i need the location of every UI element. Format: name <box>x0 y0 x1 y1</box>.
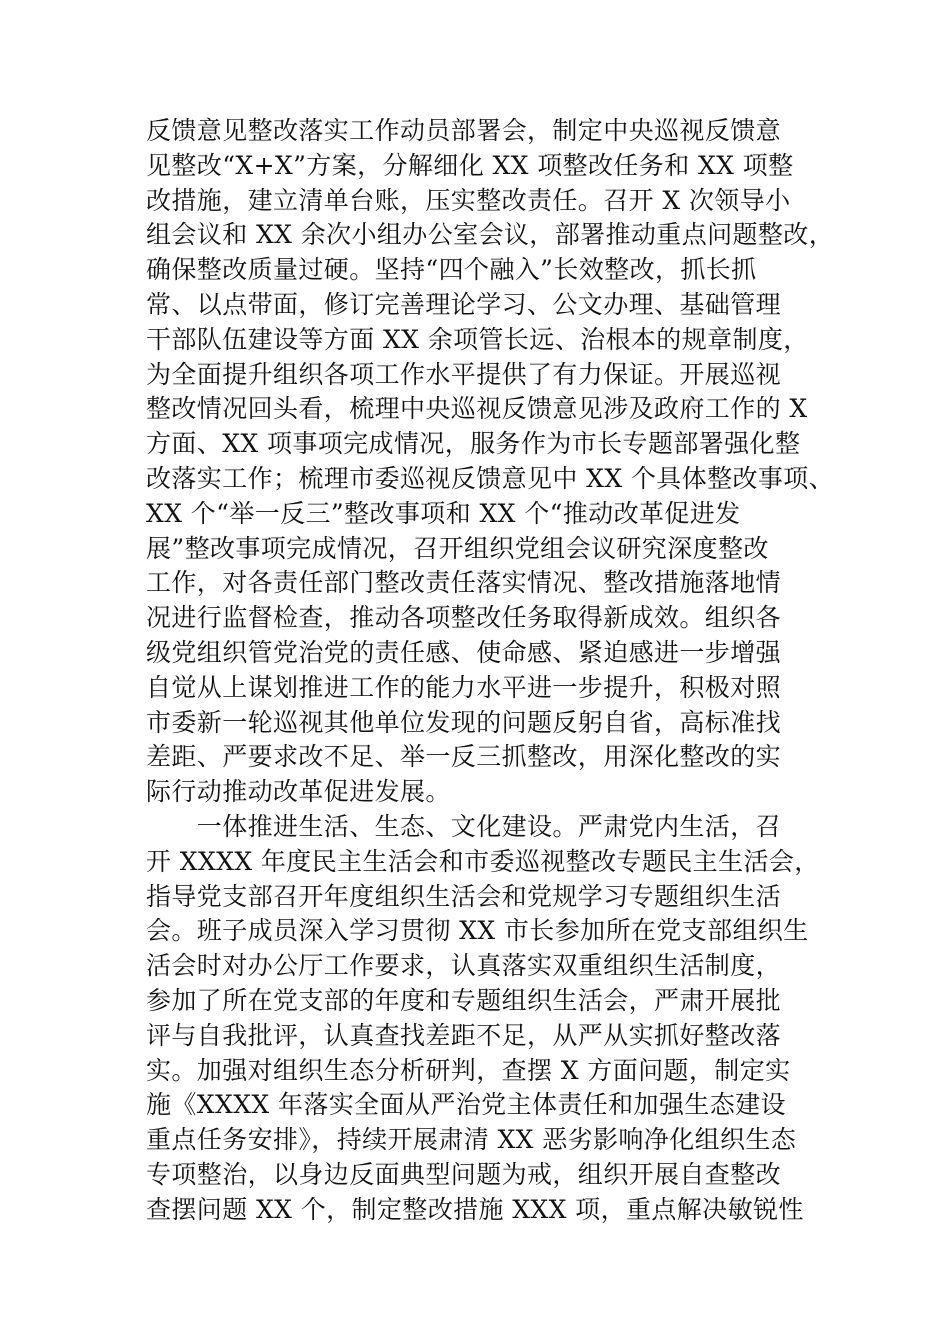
text-line: 组会议和 XX 余次小组办公室会议，部署推动重点问题整改， <box>146 220 835 250</box>
text-line: 活会时对办公厅工作要求，认真落实双重组织生活制度， <box>146 951 782 981</box>
text-line: 常、以点带面，修订完善理论学习、公文办理、基础管理 <box>146 290 782 319</box>
text-line: 改落实工作；梳理市委巡视反馈意见中 XX 个具体整改事项、 <box>146 464 835 493</box>
text-line: 际行动推动改革促进发展。 <box>146 777 451 807</box>
text-line: 差距、严要求改不足、举一反三抓整改，用深化整改的实 <box>146 742 782 772</box>
text-line: 参加了所在党支部的年度和专题组织生活会，严肃开展批 <box>146 986 782 1015</box>
text-line: 重点任务安排》，持续开展肃清 XX 恶劣影响净化组织生态 <box>146 1125 797 1155</box>
text-line: 见整改“X+X”方案，分解细化 XX 项整改任务和 XX 项整 <box>146 150 794 180</box>
text-line: 整改情况回头看，梳理中央巡视反馈意见涉及政府工作的 X <box>146 394 808 424</box>
text-line: 实。加强对组织生态分析研判，查摆 X 方面问题，制定实 <box>146 1055 791 1085</box>
text-line: 市委新一轮巡视其他单位发现的问题反躬自省，高标准找 <box>146 707 782 737</box>
text-line: 查摆问题 XX 个，制定整改措施 XXX 项，重点解决敏锐性 <box>146 1194 804 1224</box>
text-line: 为全面提升组织各项工作水平提供了有力保证。开展巡视 <box>146 359 782 389</box>
text-line: 工作，对各责任部门整改责任落实情况、整改措施落地情 <box>146 568 782 598</box>
text-line: 改措施，建立清单台账，压实整改责任。召开 X 次领导小 <box>146 185 791 215</box>
text-line: 会。班子成员深入学习贯彻 XX 市长参加所在党支部组织生 <box>146 916 809 946</box>
text-line: 一体推进生活、生态、文化建设。严肃党内生活，召 <box>146 812 782 841</box>
text-line: 干部队伍建设等方面 XX 余项管长远、治根本的规章制度， <box>146 324 809 354</box>
text-line: 展”整改事项完成情况，召开组织党组会议研究深度整改 <box>146 533 769 563</box>
text-line: 反馈意见整改落实工作动员部署会，制定中央巡视反馈意 <box>146 116 782 145</box>
text-line: XX 个“举一反三”整改事项和 XX 个“推动改革促进发 <box>146 498 741 528</box>
text-line: 方面、XX 项事项完成情况，服务作为市长专题部署强化整 <box>146 429 801 459</box>
text-line: 专项整治，以身边反面典型问题为戒，组织开展自查整改 <box>146 1160 782 1189</box>
text-line: 况进行监督检查，推动各项整改任务取得新成效。组织各 <box>146 603 782 633</box>
text-line: 确保整改质量过硬。坚持“四个融入”长效整改，抓长抓 <box>146 255 757 285</box>
text-line: 开 XXXX 年度民主生活会和市委巡视整改专题民主生活会， <box>146 846 820 876</box>
text-line: 指导党支部召开年度组织生活会和党规学习专题组织生活 <box>146 881 782 911</box>
text-line: 评与自我批评，认真查找差距不足，从严从实抓好整改落 <box>146 1020 782 1050</box>
text-line: 级党组织管党治党的责任感、使命感、紧迫感进一步增强 <box>146 638 782 667</box>
text-line: 自觉从上谋划推进工作的能力水平进一步提升，积极对照 <box>146 672 782 702</box>
text-line: 施《XXXX 年落实全面从严治党主体责任和加强生态建设 <box>146 1090 786 1120</box>
